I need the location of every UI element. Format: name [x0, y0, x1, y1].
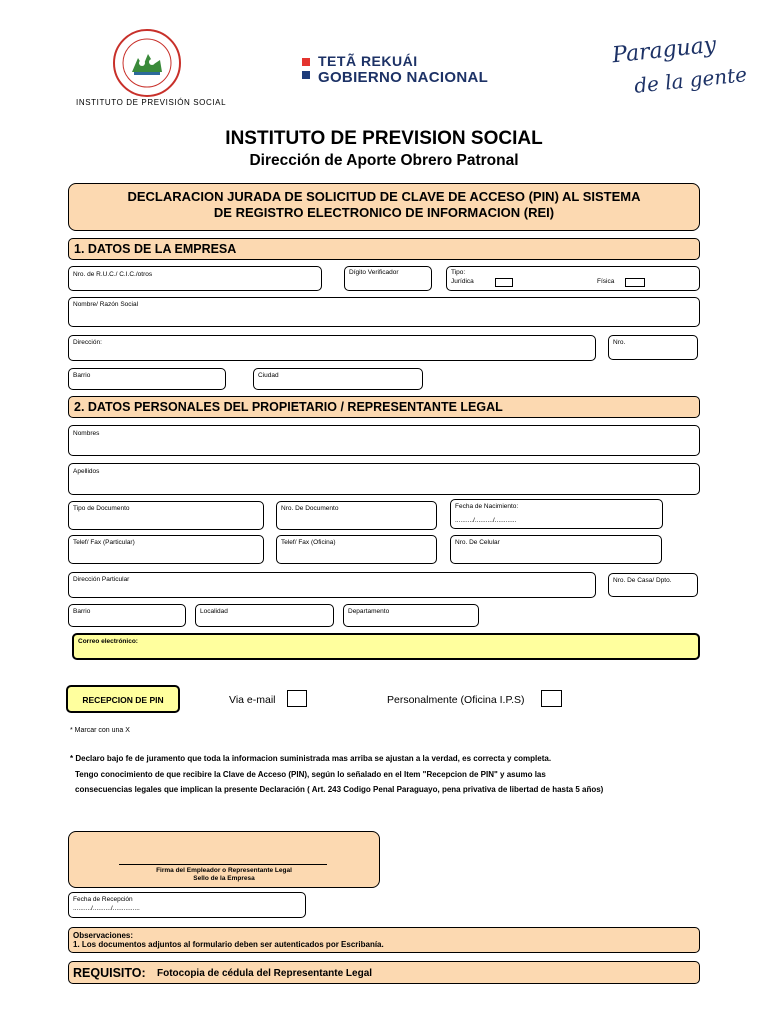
juridica-checkbox[interactable]: [495, 278, 513, 287]
ips-caption: INSTITUTO DE PREVISIÓN SOCIAL: [76, 98, 227, 107]
observaciones-box: [68, 927, 700, 953]
declaration-title-line1: DECLARACION JURADA DE SOLICITUD DE CLAVE DE ACCESO (PIN) AL SISTEMA: [127, 189, 641, 204]
fecha-recepcion-blank: ........../........../...............: [73, 905, 140, 912]
nombres-field[interactable]: [68, 425, 700, 456]
departamento-label: Departamento: [348, 608, 390, 615]
ciudad-field[interactable]: [253, 368, 423, 390]
marcar-note: * Marcar con una X: [70, 727, 130, 734]
ruc-label: Nro. de R.U.C./ C.I.C./otros: [73, 271, 153, 278]
direccion-particular-field[interactable]: [68, 572, 596, 598]
requisito-box: [68, 961, 700, 984]
declaration-line2: Tengo conocimiento de que recibire la Clave de Acceso (PIN), según lo señalado en el Item "Recepcion de PIN" y asumo las: [75, 770, 546, 779]
declaration-line1: * Declaro bajo fe de juramento que toda la informacion suministrada mas arriba se ajustan a la verdad, es correcta y completa.: [70, 754, 552, 763]
declaration-line3: consecuencias legales que implican la presente Declaración ( Art. 243 Codigo Penal Paraguayo, pena privativa de libertad de hasta 5 años): [75, 785, 604, 794]
nro-casa-label: Nro. De Casa/ Dpto.: [613, 577, 672, 584]
declaration-title-box: [68, 183, 700, 231]
celular-label: Nro. De Celular: [455, 539, 500, 546]
tipo-label: Tipo:: [451, 269, 466, 276]
gov-flag-icon: [302, 58, 310, 80]
apellidos-label: Apellidos: [73, 468, 100, 475]
page-title: INSTITUTO DE PREVISION SOCIAL: [225, 128, 543, 149]
tel-particular-field[interactable]: [68, 535, 264, 564]
fecha-nacimiento-blank: ........../........../............: [455, 517, 517, 524]
signature-label-line1: Firma del Empleador o Representante Legal: [156, 867, 292, 874]
correo-label: Correo electrónico:: [78, 638, 138, 645]
tel-particular-label: Telef/ Fax (Particular): [73, 539, 135, 546]
localidad-field[interactable]: [195, 604, 334, 627]
fisica-checkbox[interactable]: [625, 278, 645, 287]
via-email-label: Via e-mail: [229, 694, 276, 706]
nro-documento-field[interactable]: [276, 501, 437, 530]
fecha-recepcion-label: Fecha de Recepción: [73, 896, 133, 903]
digito-field[interactable]: [344, 266, 432, 291]
razon-social-label: Nombre/ Razón Social: [73, 301, 139, 308]
gov-name-line2: GOBIERNO NACIONAL: [318, 69, 489, 86]
via-email-checkbox[interactable]: [287, 690, 307, 707]
ips-seal: [112, 28, 182, 98]
localidad-label: Localidad: [200, 608, 228, 615]
direccion-particular-label: Dirección Particular: [73, 576, 130, 583]
recepcion-pin-label: RECEPCION DE PIN: [82, 695, 164, 705]
correo-field[interactable]: [72, 633, 700, 660]
signature-label-line2: Sello de la Empresa: [193, 875, 255, 882]
gov-name-line1: TETÃ REKUÁI: [318, 53, 418, 69]
razon-social-field[interactable]: [68, 297, 700, 327]
fisica-label: Física: [597, 278, 615, 285]
section2-header: 2. DATOS PERSONALES DEL PROPIETARIO / REPRESENTANTE LEGAL: [68, 396, 700, 418]
digito-label: Dígito Verificador: [349, 269, 399, 276]
apellidos-field[interactable]: [68, 463, 700, 495]
nro-casa-field[interactable]: [608, 573, 698, 597]
observaciones-item1: 1. Los documentos adjuntos al formulario deben ser autenticados por Escribanía.: [73, 940, 384, 949]
tipo-documento-label: Tipo de Documento: [73, 505, 130, 512]
slogan-line2: de la gente: [633, 62, 749, 98]
barrio-empresa-label: Barrio: [73, 372, 91, 379]
nro-label: Nro.: [613, 339, 626, 346]
direccion-label: Dirección:: [73, 339, 102, 346]
personalmente-label: Personalmente (Oficina I.P.S): [387, 694, 525, 706]
direccion-field[interactable]: [68, 335, 596, 361]
departamento-field[interactable]: [343, 604, 479, 627]
nombres-label: Nombres: [73, 430, 100, 437]
observaciones-title: Observaciones:: [73, 931, 134, 940]
fecha-nacimiento-field[interactable]: [450, 499, 663, 529]
tipo-box: [446, 266, 700, 291]
ciudad-label: Ciudad: [258, 372, 279, 379]
ruc-field[interactable]: [68, 266, 322, 291]
celular-field[interactable]: [450, 535, 662, 564]
signature-box[interactable]: [68, 831, 380, 888]
fecha-nacimiento-label: Fecha de Nacimiento:: [455, 503, 519, 510]
requisito-label: REQUISITO:: [73, 966, 146, 980]
requisito-text: Fotocopia de cédula del Representante Legal: [157, 968, 373, 979]
tel-oficina-label: Telef/ Fax (Oficina): [281, 539, 336, 546]
tel-oficina-field[interactable]: [276, 535, 437, 564]
page-subtitle: Dirección de Aporte Obrero Patronal: [249, 152, 519, 169]
tipo-documento-field[interactable]: [68, 501, 264, 530]
recepcion-pin-label-box: [66, 685, 180, 713]
fecha-recepcion-field[interactable]: [68, 892, 306, 918]
nro-documento-label: Nro. De Documento: [281, 505, 339, 512]
barrio-particular-field[interactable]: [68, 604, 186, 627]
barrio-particular-label: Barrio: [73, 608, 91, 615]
barrio-empresa-field[interactable]: [68, 368, 226, 390]
declaration-title-line2: DE REGISTRO ELECTRONICO DE INFORMACION (REI): [213, 205, 555, 220]
slogan-line1: Paraguay: [610, 32, 718, 69]
personalmente-checkbox[interactable]: [541, 690, 562, 707]
signature-line: [119, 864, 327, 865]
nro-field[interactable]: [608, 335, 698, 360]
juridica-label: Jurídica: [451, 278, 474, 285]
section1-header: 1. DATOS DE LA EMPRESA: [68, 238, 700, 260]
